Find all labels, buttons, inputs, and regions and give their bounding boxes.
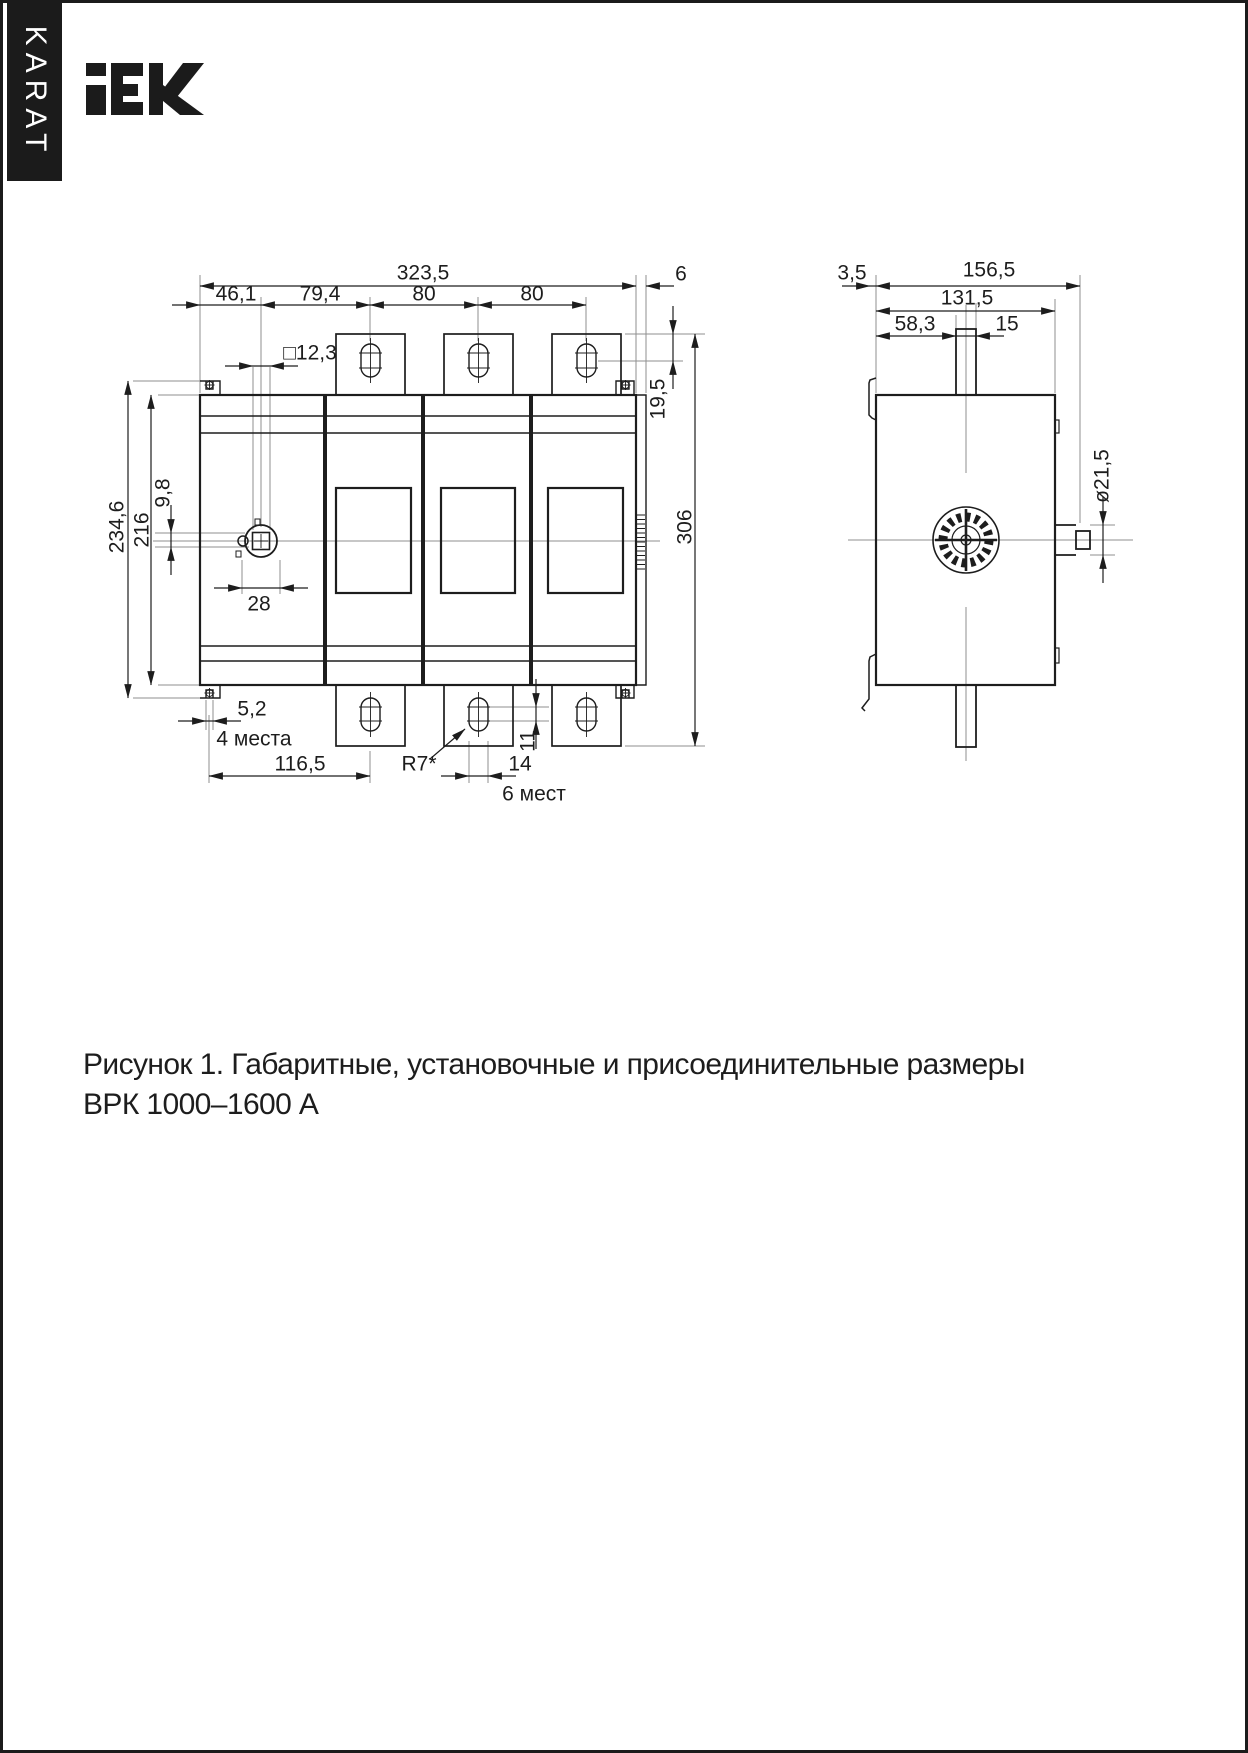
dim-front-height-body: 216 bbox=[130, 512, 154, 548]
dim-front-handle-offset: 9,8 bbox=[151, 478, 175, 508]
top-pad-holes bbox=[359, 338, 598, 383]
dim-front-pitch-3: 80 bbox=[520, 282, 544, 306]
dim-front-height-overall: 234,6 bbox=[105, 500, 129, 554]
figure-caption-line-1: Рисунок 1. Габаритные, установочные и присоединительные размеры bbox=[83, 1048, 1025, 1081]
side-plate-rack bbox=[636, 395, 646, 685]
figure-caption bbox=[83, 1045, 1025, 1125]
dim-front-handle-to-pole: 116,5 bbox=[274, 752, 326, 776]
karat-series-label: KARAT bbox=[18, 25, 52, 159]
dim-front-total-width: 323,5 bbox=[396, 261, 450, 285]
dim-side-shaft-diameter: ø21,5 bbox=[1090, 449, 1114, 503]
front-view-linework bbox=[200, 334, 646, 746]
dim-side-shaft-width: 15 bbox=[995, 312, 1019, 336]
dim-front-slot-width: 5,2 bbox=[237, 697, 267, 721]
dim-front-shaft-square: □12,3 bbox=[283, 341, 337, 365]
technical-drawing bbox=[3, 3, 1248, 843]
label-hole-places: 6 мест bbox=[502, 782, 566, 806]
dim-side-shaft-offset: 58,3 bbox=[894, 312, 936, 336]
dim-side-depth-overall: 156,5 bbox=[962, 258, 1016, 282]
dim-front-pitch-2: 80 bbox=[412, 282, 436, 306]
dim-front-hole-radius: R7* bbox=[401, 752, 437, 776]
drawing-linework bbox=[3, 3, 1248, 843]
dim-side-bracket-offset: 3,5 bbox=[837, 261, 867, 285]
side-view-linework bbox=[862, 329, 1090, 747]
gear-mechanism bbox=[933, 507, 999, 573]
mounting-brackets bbox=[200, 380, 634, 698]
dim-front-pad-hole-offset: 19,5 bbox=[646, 378, 670, 420]
dim-front-left-offset: 46,1 bbox=[215, 282, 257, 306]
dim-front-side-plate: 6 bbox=[675, 262, 687, 286]
dim-side-depth-body: 131,5 bbox=[940, 286, 994, 310]
figure-caption-line-2: ВРК 1000–1600 А bbox=[83, 1088, 319, 1121]
dim-front-hole-width: 14 bbox=[508, 752, 532, 776]
dim-front-pitch-1: 79,4 bbox=[299, 282, 341, 306]
handle-shaft-front bbox=[236, 519, 277, 557]
label-slot-places: 4 места bbox=[216, 727, 292, 751]
dim-front-hole-pitch: 11 bbox=[516, 730, 540, 752]
dim-front-total-height: 306 bbox=[673, 509, 697, 545]
dim-front-handle-width: 28 bbox=[247, 592, 271, 616]
bottom-pad-holes bbox=[359, 692, 598, 737]
